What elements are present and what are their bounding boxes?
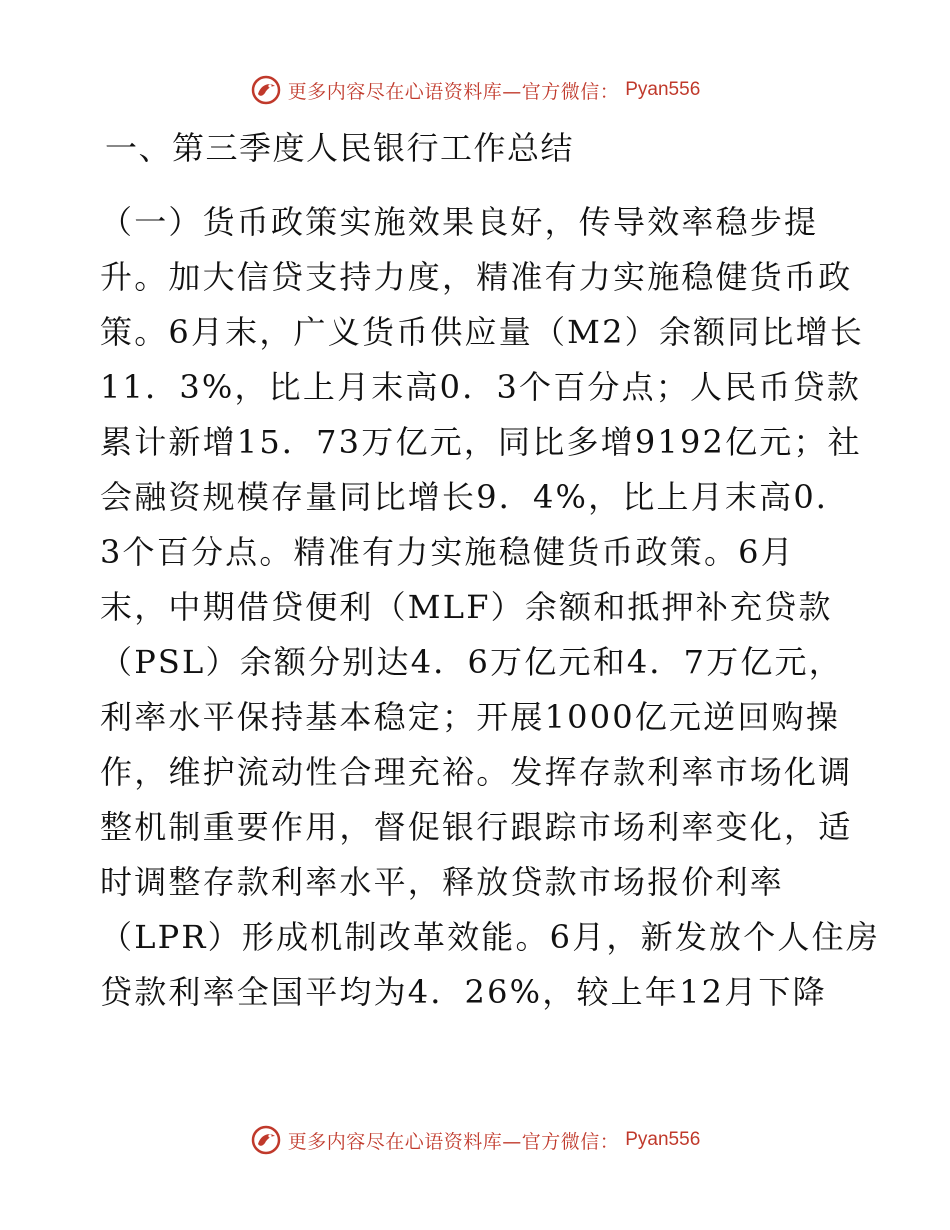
body-line: （一）货币政策实施效果良好，传导效率稳步提	[100, 203, 819, 241]
body-line: 策。6月末，广义货币供应量（M2）余额同比增长	[100, 313, 865, 351]
watermark-text: 更多内容尽在心语资料库—官方微信：	[287, 80, 620, 103]
body-line: 利率水平保持基本稳定；开展1000亿元逆回购操	[100, 698, 841, 736]
page-title: 一、第三季度人民银行工作总结	[105, 129, 575, 167]
body-line: 贷款利率全国平均为4．26%，较上年12月下降	[100, 973, 827, 1011]
watermark-text: 更多内容尽在心语资料库—官方微信：	[287, 1130, 620, 1153]
body-line: 时调整存款利率水平，释放贷款市场报价利率	[100, 863, 785, 901]
watermark-handle: Pyan556	[625, 1129, 701, 1150]
footer-watermark	[0, 1120, 950, 1160]
watermark-handle: Pyan556	[625, 79, 701, 100]
body-line: 升。加大信贷支持力度，精准有力实施稳健货币政	[100, 258, 853, 296]
body-line: （LPR）形成机制改革效能。6月，新发放个人住房	[100, 918, 881, 956]
body-line: （PSL）余额分别达4．6万亿元和4．7万亿元，	[100, 643, 843, 681]
body-line: 整机制重要作用，督促银行跟踪市场利率变化，适	[100, 808, 853, 846]
dragon-circle-logo-icon	[250, 1124, 282, 1156]
dragon-circle-logo-icon	[250, 74, 282, 106]
body-line: 3个百分点。精准有力实施稳健货币政策。6月	[100, 533, 795, 571]
body-line: 作，维护流动性合理充裕。发挥存款利率市场化调	[100, 753, 853, 791]
body-paragraph	[100, 195, 881, 1020]
body-line: 累计新增15．73万亿元，同比多增9192亿元；社	[100, 423, 862, 461]
body-line: 会融资规模存量同比增长9．4%，比上月末高0．	[100, 478, 851, 516]
body-line: 11．3%，比上月末高0．3个百分点；人民币贷款	[100, 368, 862, 406]
header-watermark	[0, 70, 950, 110]
body-line: 末，中期借贷便利（MLF）余额和抵押补充贷款	[100, 588, 833, 626]
